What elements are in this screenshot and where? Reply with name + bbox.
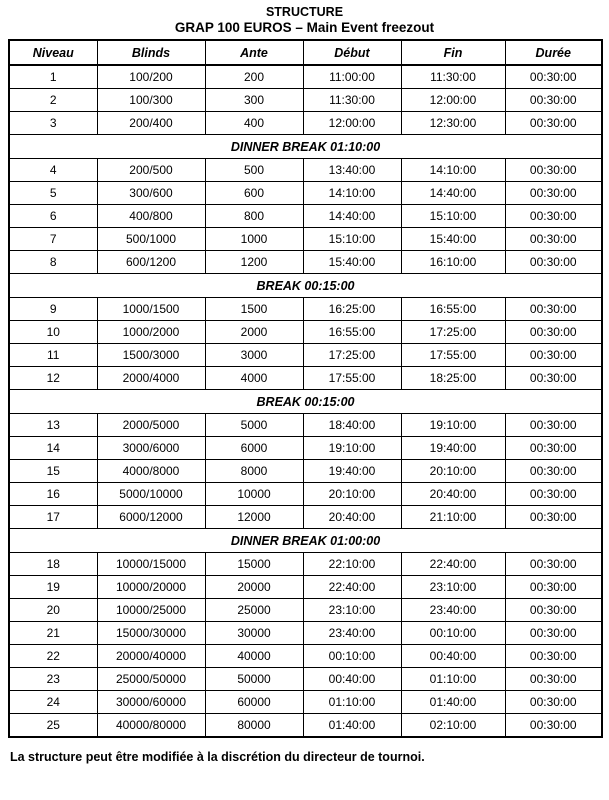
cell-debut: 17:25:00 — [303, 344, 401, 367]
cell-ante: 400 — [205, 112, 303, 135]
cell-blinds: 10000/25000 — [97, 599, 205, 622]
table-row — [9, 506, 602, 529]
cell-blinds: 6000/12000 — [97, 506, 205, 529]
cell-ante: 6000 — [205, 437, 303, 460]
title-line-1: STRUCTURE — [265, 5, 344, 19]
cell-duree: 00:30:00 — [505, 367, 602, 390]
cell-debut: 19:10:00 — [303, 437, 401, 460]
cell-duree: 00:30:00 — [505, 645, 602, 668]
table-row — [9, 691, 602, 714]
cell-duree: 00:30:00 — [505, 182, 602, 205]
table-row — [9, 714, 602, 738]
cell-niveau: 9 — [9, 298, 97, 321]
break-label: BREAK 00:15:00 — [9, 274, 602, 298]
cell-duree: 00:30:00 — [505, 599, 602, 622]
cell-duree: 00:30:00 — [505, 298, 602, 321]
cell-blinds: 1500/3000 — [97, 344, 205, 367]
cell-fin: 21:10:00 — [401, 506, 505, 529]
cell-fin: 22:40:00 — [401, 553, 505, 576]
cell-blinds: 500/1000 — [97, 228, 205, 251]
cell-blinds: 40000/80000 — [97, 714, 205, 738]
cell-debut: 11:30:00 — [303, 89, 401, 112]
cell-ante: 60000 — [205, 691, 303, 714]
cell-debut: 00:40:00 — [303, 668, 401, 691]
cell-debut: 00:10:00 — [303, 645, 401, 668]
cell-duree: 00:30:00 — [505, 483, 602, 506]
table-row — [9, 298, 602, 321]
cell-debut: 18:40:00 — [303, 414, 401, 437]
cell-niveau: 23 — [9, 668, 97, 691]
table-row — [9, 599, 602, 622]
cell-niveau: 18 — [9, 553, 97, 576]
cell-blinds: 200/400 — [97, 112, 205, 135]
table-row — [9, 112, 602, 135]
cell-fin: 16:55:00 — [401, 298, 505, 321]
cell-duree: 00:30:00 — [505, 112, 602, 135]
cell-fin: 14:40:00 — [401, 182, 505, 205]
cell-duree: 00:30:00 — [505, 251, 602, 274]
cell-ante: 5000 — [205, 414, 303, 437]
cell-niveau: 4 — [9, 159, 97, 182]
cell-blinds: 5000/10000 — [97, 483, 205, 506]
cell-niveau: 17 — [9, 506, 97, 529]
cell-fin: 15:40:00 — [401, 228, 505, 251]
break-row — [9, 274, 602, 298]
cell-ante: 10000 — [205, 483, 303, 506]
column-header-blinds: Blinds — [97, 40, 205, 65]
cell-debut: 01:40:00 — [303, 714, 401, 738]
cell-fin: 15:10:00 — [401, 205, 505, 228]
cell-ante: 40000 — [205, 645, 303, 668]
table-row — [9, 553, 602, 576]
break-label: BREAK 00:15:00 — [9, 390, 602, 414]
cell-fin: 18:25:00 — [401, 367, 505, 390]
table-row — [9, 367, 602, 390]
cell-duree: 00:30:00 — [505, 321, 602, 344]
blind-structure-table — [8, 39, 603, 738]
table-row — [9, 622, 602, 645]
cell-niveau: 7 — [9, 228, 97, 251]
cell-niveau: 1 — [9, 65, 97, 89]
cell-ante: 3000 — [205, 344, 303, 367]
table-row — [9, 437, 602, 460]
cell-blinds: 10000/15000 — [97, 553, 205, 576]
cell-fin: 01:40:00 — [401, 691, 505, 714]
cell-debut: 20:40:00 — [303, 506, 401, 529]
cell-duree: 00:30:00 — [505, 228, 602, 251]
cell-niveau: 19 — [9, 576, 97, 599]
cell-blinds: 4000/8000 — [97, 460, 205, 483]
table-row — [9, 344, 602, 367]
column-header-fin: Fin — [401, 40, 505, 65]
cell-debut: 17:55:00 — [303, 367, 401, 390]
cell-debut: 15:10:00 — [303, 228, 401, 251]
cell-ante: 8000 — [205, 460, 303, 483]
column-header-duree: Durée — [505, 40, 602, 65]
table-row — [9, 205, 602, 228]
cell-ante: 12000 — [205, 506, 303, 529]
cell-ante: 2000 — [205, 321, 303, 344]
table-row — [9, 228, 602, 251]
cell-duree: 00:30:00 — [505, 437, 602, 460]
cell-ante: 4000 — [205, 367, 303, 390]
cell-blinds: 2000/4000 — [97, 367, 205, 390]
cell-debut: 12:00:00 — [303, 112, 401, 135]
cell-duree: 00:30:00 — [505, 506, 602, 529]
table-row — [9, 89, 602, 112]
cell-debut: 22:40:00 — [303, 576, 401, 599]
cell-ante: 1000 — [205, 228, 303, 251]
cell-ante: 300 — [205, 89, 303, 112]
cell-debut: 19:40:00 — [303, 460, 401, 483]
cell-debut: 23:10:00 — [303, 599, 401, 622]
cell-fin: 00:10:00 — [401, 622, 505, 645]
cell-blinds: 100/300 — [97, 89, 205, 112]
cell-duree: 00:30:00 — [505, 714, 602, 738]
cell-blinds: 400/800 — [97, 205, 205, 228]
break-label: DINNER BREAK 01:00:00 — [9, 529, 602, 553]
cell-debut: 16:25:00 — [303, 298, 401, 321]
cell-fin: 16:10:00 — [401, 251, 505, 274]
break-row — [9, 529, 602, 553]
cell-blinds: 10000/20000 — [97, 576, 205, 599]
cell-fin: 01:10:00 — [401, 668, 505, 691]
cell-niveau: 8 — [9, 251, 97, 274]
cell-duree: 00:30:00 — [505, 89, 602, 112]
table-row — [9, 159, 602, 182]
cell-duree: 00:30:00 — [505, 414, 602, 437]
cell-ante: 80000 — [205, 714, 303, 738]
cell-duree: 00:30:00 — [505, 205, 602, 228]
title-line-2: GRAP 100 EUROS – Main Event freezout — [174, 20, 435, 35]
cell-ante: 600 — [205, 182, 303, 205]
table-row — [9, 668, 602, 691]
cell-niveau: 3 — [9, 112, 97, 135]
cell-duree: 00:30:00 — [505, 668, 602, 691]
footer-note: La structure peut être modifiée à la discrétion du directeur de tournoi. — [10, 750, 425, 764]
cell-ante: 15000 — [205, 553, 303, 576]
cell-niveau: 24 — [9, 691, 97, 714]
cell-duree: 00:30:00 — [505, 553, 602, 576]
cell-blinds: 20000/40000 — [97, 645, 205, 668]
cell-blinds: 1000/2000 — [97, 321, 205, 344]
cell-niveau: 10 — [9, 321, 97, 344]
cell-niveau: 2 — [9, 89, 97, 112]
cell-fin: 19:10:00 — [401, 414, 505, 437]
cell-duree: 00:30:00 — [505, 65, 602, 89]
cell-niveau: 14 — [9, 437, 97, 460]
cell-fin: 02:10:00 — [401, 714, 505, 738]
column-header-debut: Début — [303, 40, 401, 65]
cell-fin: 00:40:00 — [401, 645, 505, 668]
cell-ante: 1500 — [205, 298, 303, 321]
break-label: DINNER BREAK 01:10:00 — [9, 135, 602, 159]
cell-debut: 14:40:00 — [303, 205, 401, 228]
cell-blinds: 15000/30000 — [97, 622, 205, 645]
cell-blinds: 25000/50000 — [97, 668, 205, 691]
cell-duree: 00:30:00 — [505, 344, 602, 367]
cell-niveau: 20 — [9, 599, 97, 622]
table-body — [9, 65, 602, 737]
cell-fin: 17:55:00 — [401, 344, 505, 367]
cell-debut: 01:10:00 — [303, 691, 401, 714]
cell-fin: 11:30:00 — [401, 65, 505, 89]
cell-ante: 25000 — [205, 599, 303, 622]
cell-debut: 20:10:00 — [303, 483, 401, 506]
table-row — [9, 414, 602, 437]
cell-ante: 20000 — [205, 576, 303, 599]
cell-ante: 200 — [205, 65, 303, 89]
table-row — [9, 65, 602, 89]
cell-debut: 15:40:00 — [303, 251, 401, 274]
cell-ante: 1200 — [205, 251, 303, 274]
cell-blinds: 3000/6000 — [97, 437, 205, 460]
cell-debut: 22:10:00 — [303, 553, 401, 576]
break-row — [9, 135, 602, 159]
page-title — [8, 4, 601, 36]
cell-fin: 23:10:00 — [401, 576, 505, 599]
cell-niveau: 15 — [9, 460, 97, 483]
cell-blinds: 200/500 — [97, 159, 205, 182]
cell-debut: 16:55:00 — [303, 321, 401, 344]
cell-debut: 13:40:00 — [303, 159, 401, 182]
column-header-ante: Ante — [205, 40, 303, 65]
table-row — [9, 321, 602, 344]
cell-fin: 20:10:00 — [401, 460, 505, 483]
cell-ante: 30000 — [205, 622, 303, 645]
cell-niveau: 6 — [9, 205, 97, 228]
cell-duree: 00:30:00 — [505, 460, 602, 483]
cell-fin: 20:40:00 — [401, 483, 505, 506]
cell-fin: 17:25:00 — [401, 321, 505, 344]
cell-blinds: 30000/60000 — [97, 691, 205, 714]
table-row — [9, 251, 602, 274]
cell-debut: 11:00:00 — [303, 65, 401, 89]
cell-duree: 00:30:00 — [505, 159, 602, 182]
table-row — [9, 483, 602, 506]
table-row — [9, 182, 602, 205]
cell-ante: 50000 — [205, 668, 303, 691]
cell-niveau: 21 — [9, 622, 97, 645]
cell-fin: 19:40:00 — [401, 437, 505, 460]
cell-niveau: 13 — [9, 414, 97, 437]
break-row — [9, 390, 602, 414]
cell-duree: 00:30:00 — [505, 622, 602, 645]
table-row — [9, 576, 602, 599]
cell-niveau: 25 — [9, 714, 97, 738]
cell-ante: 800 — [205, 205, 303, 228]
cell-fin: 12:00:00 — [401, 89, 505, 112]
table-row — [9, 645, 602, 668]
column-header-niveau: Niveau — [9, 40, 97, 65]
cell-fin: 23:40:00 — [401, 599, 505, 622]
cell-debut: 23:40:00 — [303, 622, 401, 645]
table-row — [9, 460, 602, 483]
cell-ante: 500 — [205, 159, 303, 182]
cell-blinds: 2000/5000 — [97, 414, 205, 437]
cell-niveau: 22 — [9, 645, 97, 668]
cell-niveau: 11 — [9, 344, 97, 367]
cell-fin: 14:10:00 — [401, 159, 505, 182]
cell-debut: 14:10:00 — [303, 182, 401, 205]
cell-blinds: 600/1200 — [97, 251, 205, 274]
cell-niveau: 12 — [9, 367, 97, 390]
cell-blinds: 100/200 — [97, 65, 205, 89]
cell-blinds: 1000/1500 — [97, 298, 205, 321]
cell-duree: 00:30:00 — [505, 691, 602, 714]
cell-duree: 00:30:00 — [505, 576, 602, 599]
table-header-row — [9, 40, 602, 65]
cell-niveau: 5 — [9, 182, 97, 205]
cell-blinds: 300/600 — [97, 182, 205, 205]
cell-fin: 12:30:00 — [401, 112, 505, 135]
cell-niveau: 16 — [9, 483, 97, 506]
